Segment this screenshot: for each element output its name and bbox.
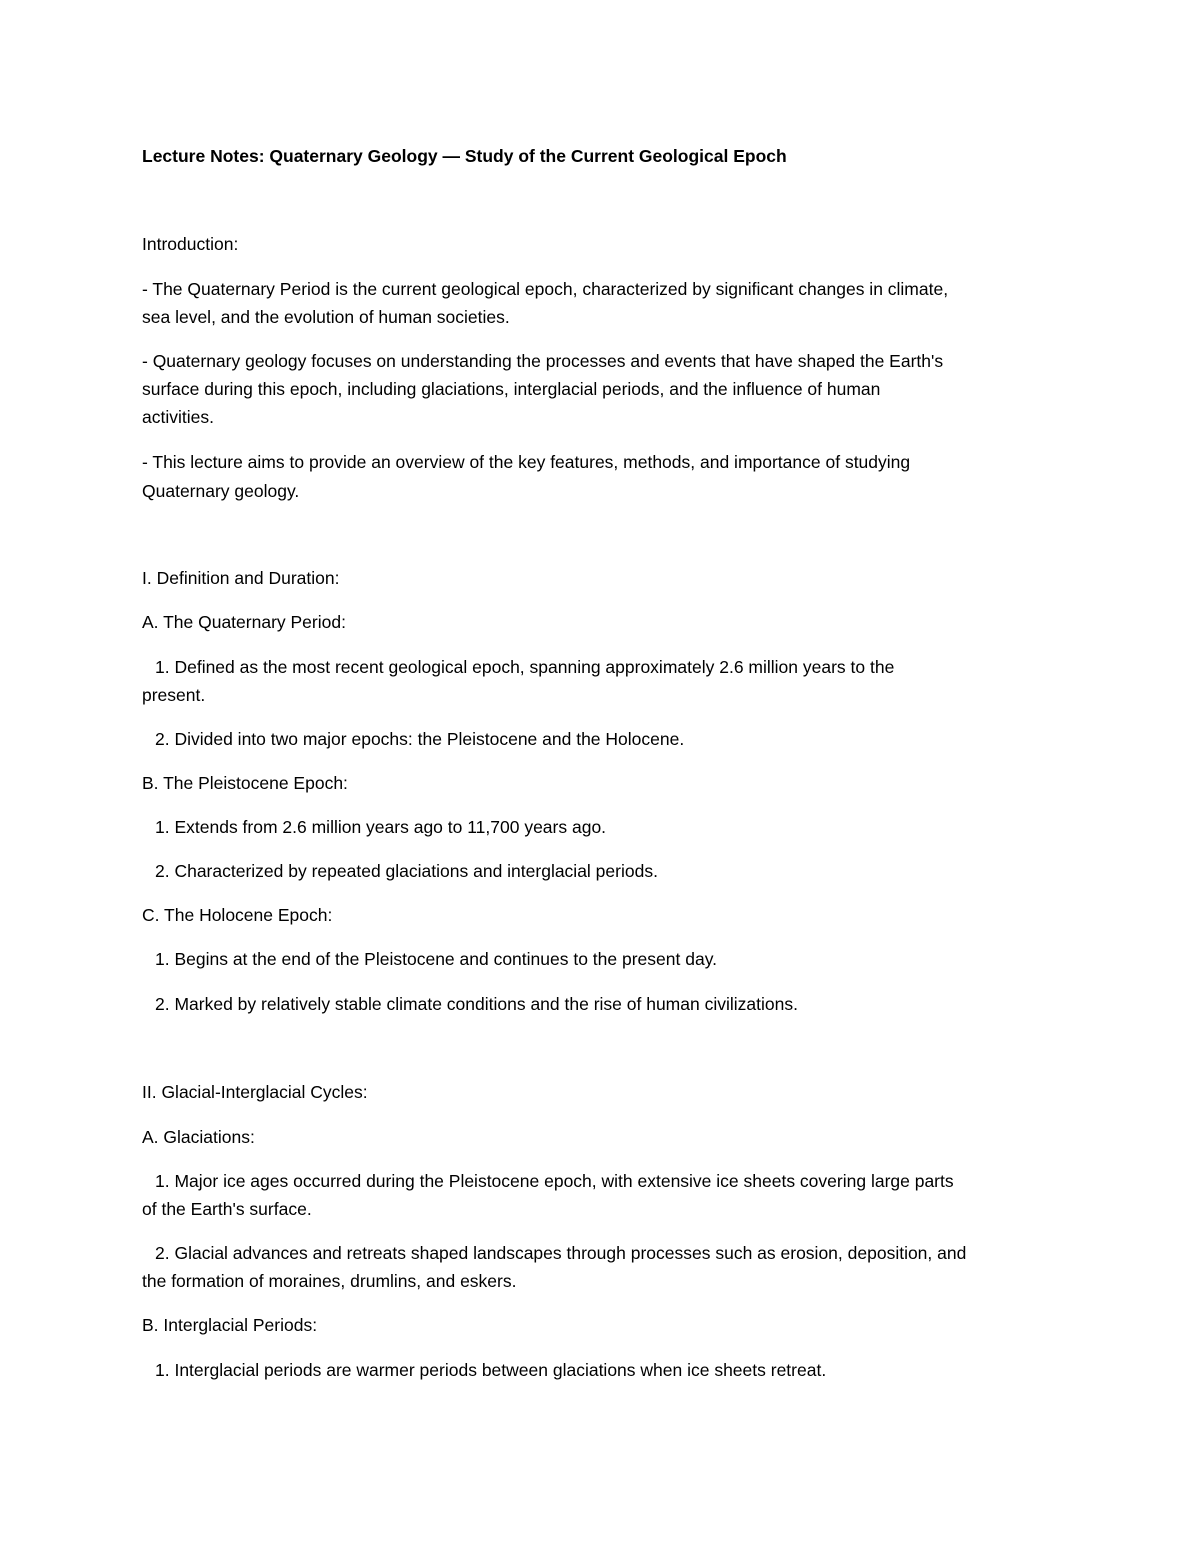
- section-1-b-item-2: 2. Characterized by repeated glaciations and interglacial periods.: [155, 861, 658, 881]
- document-title: Lecture Notes: Quaternary Geology — Study of the Current Geological Epoch: [142, 146, 787, 166]
- section-1-b-heading: B. The Pleistocene Epoch:: [142, 773, 348, 793]
- section-1-c-heading: C. The Holocene Epoch:: [142, 905, 333, 925]
- intro-bullet-3-line-2: Quaternary geology.: [142, 481, 300, 501]
- intro-bullet-2-line-2: surface during this epoch, including glaciations, interglacial periods, and the influence of human: [142, 379, 881, 399]
- document-page: [142, 0, 1062, 1553]
- section-2-a-item-2-line-1: 2. Glacial advances and retreats shaped landscapes through processes such as erosion, deposition, and: [155, 1243, 967, 1263]
- section-1-a-item-2: 2. Divided into two major epochs: the Pleistocene and the Holocene.: [155, 729, 685, 749]
- section-1-heading: I. Definition and Duration:: [142, 568, 340, 588]
- section-1-a-heading: A. The Quaternary Period:: [142, 612, 346, 632]
- section-2-a-item-2-line-2: the formation of moraines, drumlins, and eskers.: [142, 1271, 517, 1291]
- section-1-c-item-2: 2. Marked by relatively stable climate conditions and the rise of human civilizations.: [155, 994, 798, 1014]
- section-1-a-item-1-line-2: present.: [142, 685, 206, 705]
- section-2-a-item-1-line-1: 1. Major ice ages occurred during the Pleistocene epoch, with extensive ice sheets covering large parts: [155, 1171, 954, 1191]
- section-1-a-item-1-line-1: 1. Defined as the most recent geological epoch, spanning approximately 2.6 million years to the: [155, 657, 895, 677]
- intro-heading: Introduction:: [142, 234, 239, 254]
- section-2-b-item-1: 1. Interglacial periods are warmer periods between glaciations when ice sheets retreat.: [155, 1360, 827, 1380]
- section-2-a-heading: A. Glaciations:: [142, 1127, 255, 1147]
- intro-bullet-3-line-1: - This lecture aims to provide an overview of the key features, methods, and importance of studying: [142, 452, 911, 472]
- section-2-a-item-1-line-2: of the Earth's surface.: [142, 1199, 312, 1219]
- intro-bullet-1-line-2: sea level, and the evolution of human societies.: [142, 307, 510, 327]
- section-2-heading: II. Glacial-Interglacial Cycles:: [142, 1082, 368, 1102]
- section-2-b-heading: B. Interglacial Periods:: [142, 1315, 318, 1335]
- intro-bullet-2-line-1: - Quaternary geology focuses on understanding the processes and events that have shaped the Earth's: [142, 351, 944, 371]
- section-1-c-item-1: 1. Begins at the end of the Pleistocene and continues to the present day.: [155, 949, 718, 969]
- intro-bullet-2-line-3: activities.: [142, 407, 214, 427]
- intro-bullet-1-line-1: - The Quaternary Period is the current geological epoch, characterized by significant changes in climate,: [142, 279, 949, 299]
- section-1-b-item-1: 1. Extends from 2.6 million years ago to 11,700 years ago.: [155, 817, 607, 837]
